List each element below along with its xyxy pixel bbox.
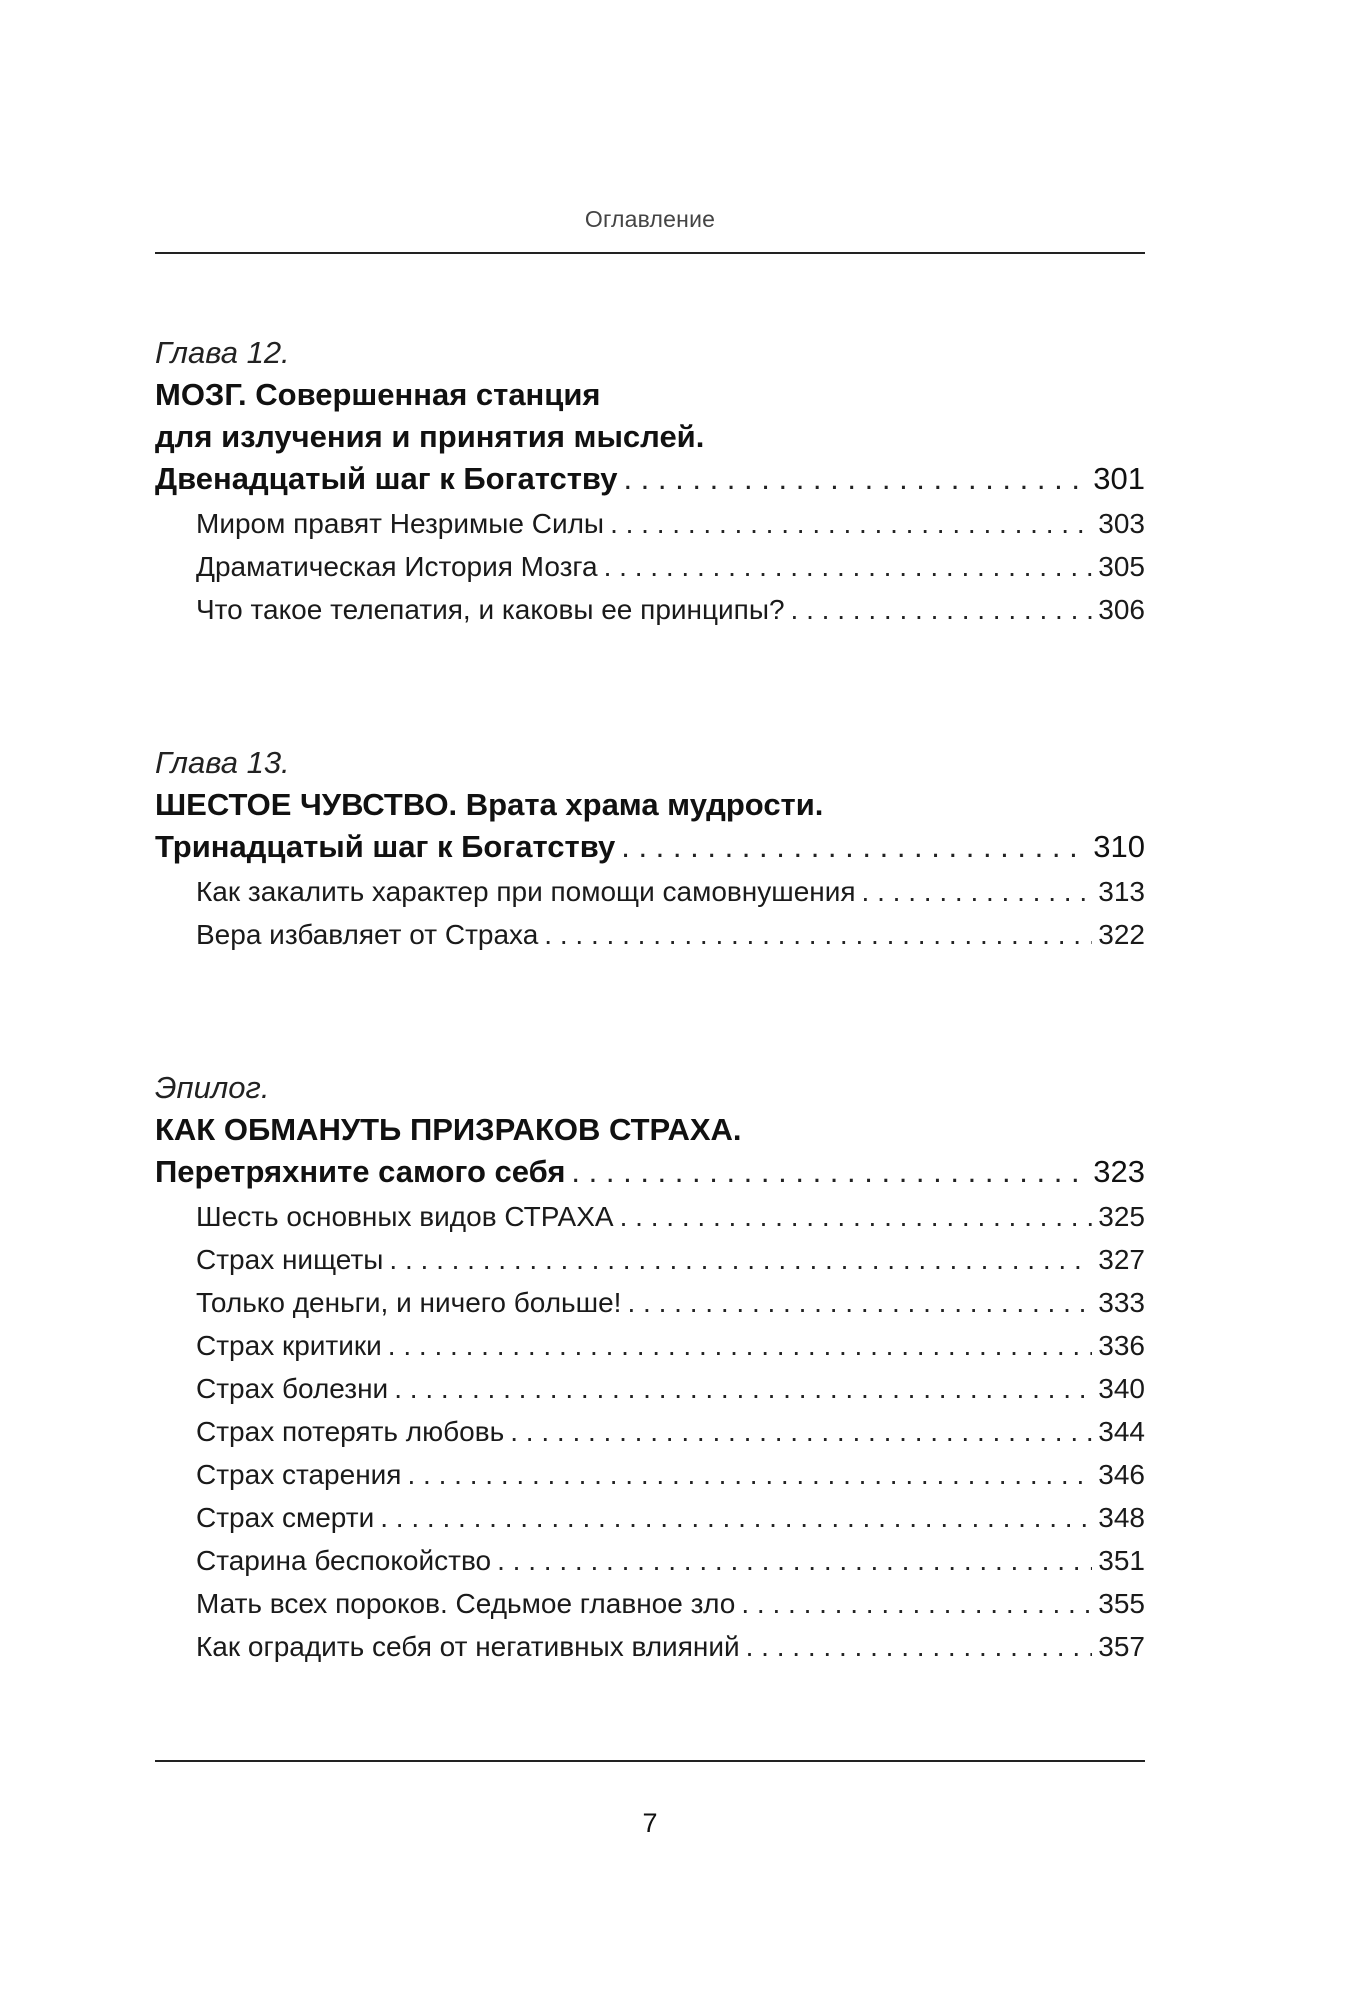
toc-page-number: 322 <box>1098 919 1145 950</box>
toc-entry-label: Вера избавляет от Страха <box>196 919 539 950</box>
dot-leader <box>862 870 1093 913</box>
toc-page-number: 306 <box>1098 594 1145 625</box>
epilogue <box>155 1067 1145 1668</box>
chapter-label: Глава 12. <box>155 335 290 370</box>
toc-entry-label: Страх старения <box>196 1459 402 1490</box>
toc-sub-entry[interactable] <box>155 1539 1145 1582</box>
dot-leader <box>407 1453 1092 1496</box>
toc-page-number: 303 <box>1098 508 1145 539</box>
dot-leader <box>620 1195 1093 1238</box>
chapter-title-line: для излучения и принятия мыслей. <box>155 419 705 454</box>
toc-sub-entry[interactable] <box>155 1324 1145 1367</box>
toc-sub-entry[interactable] <box>155 545 1145 588</box>
toc-page-number: 327 <box>1098 1244 1145 1275</box>
toc-entry-label: Мать всех пороков. Седьмое главное зло <box>196 1588 736 1619</box>
toc-page-number: 313 <box>1098 876 1145 907</box>
toc-sub-list <box>155 1195 1145 1668</box>
toc-sub-entry[interactable] <box>155 588 1145 631</box>
dot-leader <box>623 458 1087 500</box>
chapter-12 <box>155 332 1145 631</box>
toc-main-entry[interactable] <box>155 826 1145 868</box>
dot-leader <box>380 1496 1092 1539</box>
toc-entry-label: Только деньги, и ничего больше! <box>196 1287 622 1318</box>
toc-entry-label: Как закалить характер при помощи самовнушения <box>196 876 856 907</box>
dot-leader <box>627 1281 1092 1324</box>
toc-page-number: 333 <box>1098 1287 1145 1318</box>
toc-entry-label: Старина беспокойство <box>196 1545 492 1576</box>
toc-sub-entry[interactable] <box>155 1496 1145 1539</box>
toc-sub-list <box>155 870 1145 956</box>
toc-page-number: 301 <box>1093 461 1145 496</box>
toc-sub-entry[interactable] <box>155 1281 1145 1324</box>
toc-entry-label: Миром правят Незримые Силы <box>196 508 605 539</box>
toc-entry-label: Что такое телепатия, и каковы ее принципы? <box>196 594 785 625</box>
toc-entry-label: Страх критики <box>196 1330 382 1361</box>
toc-page-number: 323 <box>1093 1154 1145 1189</box>
dot-leader <box>791 588 1093 631</box>
toc-entry-label: Как оградить себя от негативных влияний <box>196 1631 740 1662</box>
dot-leader <box>746 1625 1093 1668</box>
toc-page-number: 310 <box>1093 829 1145 864</box>
toc-page-number: 355 <box>1098 1588 1145 1619</box>
toc-entry-label: Двенадцатый шаг к Богатству <box>155 461 618 496</box>
toc-page-number: 340 <box>1098 1373 1145 1404</box>
page-number: 7 <box>642 1808 658 1838</box>
toc-page-number: 305 <box>1098 551 1145 582</box>
book-page <box>155 0 1145 2000</box>
toc-page-number: 336 <box>1098 1330 1145 1361</box>
toc-sub-entry[interactable] <box>155 1195 1145 1238</box>
toc-sub-entry[interactable] <box>155 913 1145 956</box>
toc-page-number: 348 <box>1098 1502 1145 1533</box>
dot-leader <box>610 502 1092 545</box>
toc-entry-label: Тринадцатый шаг к Богатству <box>155 829 616 864</box>
toc-entry-label: Страх смерти <box>196 1502 375 1533</box>
toc-entry-label: Страх нищеты <box>196 1244 384 1275</box>
toc-page-number: 325 <box>1098 1201 1145 1232</box>
toc-page-number: 344 <box>1098 1416 1145 1447</box>
toc-sub-entry[interactable] <box>155 1582 1145 1625</box>
dot-leader <box>741 1582 1092 1625</box>
toc-sub-entry[interactable] <box>155 1238 1145 1281</box>
chapter-13 <box>155 742 1145 956</box>
chapter-title-line: КАК ОБМАНУТЬ ПРИЗРАКОВ СТРАХА. <box>155 1112 742 1147</box>
toc-sub-entry[interactable] <box>155 870 1145 913</box>
toc-page-number: 346 <box>1098 1459 1145 1490</box>
dot-leader <box>621 826 1087 868</box>
running-head: Оглавление <box>584 206 716 232</box>
footer-rule <box>155 1760 1145 1762</box>
dot-leader <box>510 1410 1092 1453</box>
toc-sub-entry[interactable] <box>155 1453 1145 1496</box>
toc-page-number: 357 <box>1098 1631 1145 1662</box>
chapter-label: Глава 13. <box>155 745 290 780</box>
toc-entry-label: Страх болезни <box>196 1373 389 1404</box>
toc-sub-entry[interactable] <box>155 1625 1145 1668</box>
chapter-title-line: МОЗГ. Совершенная станция <box>155 377 601 412</box>
header-rule <box>155 252 1145 254</box>
chapter-title-line: ШЕСТОЕ ЧУВСТВО. Врата храма мудрости. <box>155 787 824 822</box>
dot-leader <box>544 913 1092 956</box>
toc-sub-entry[interactable] <box>155 502 1145 545</box>
dot-leader <box>388 1324 1092 1367</box>
toc-page-number: 351 <box>1098 1545 1145 1576</box>
toc-entry-label: Перетряхните самого себя <box>155 1154 566 1189</box>
chapter-label: Эпилог. <box>155 1070 270 1105</box>
dot-leader <box>389 1238 1092 1281</box>
dot-leader <box>394 1367 1092 1410</box>
toc-entry-label: Драматическая История Мозга <box>196 551 598 582</box>
toc-sub-entry[interactable] <box>155 1367 1145 1410</box>
toc-main-entry[interactable] <box>155 458 1145 500</box>
dot-leader <box>604 545 1093 588</box>
toc-entry-label: Шесть основных видов СТРАХА <box>196 1201 614 1232</box>
toc-main-entry[interactable] <box>155 1151 1145 1193</box>
dot-leader <box>497 1539 1092 1582</box>
dot-leader <box>571 1151 1087 1193</box>
toc-sub-list <box>155 502 1145 631</box>
toc-sub-entry[interactable] <box>155 1410 1145 1453</box>
toc-entry-label: Страх потерять любовь <box>196 1416 505 1447</box>
